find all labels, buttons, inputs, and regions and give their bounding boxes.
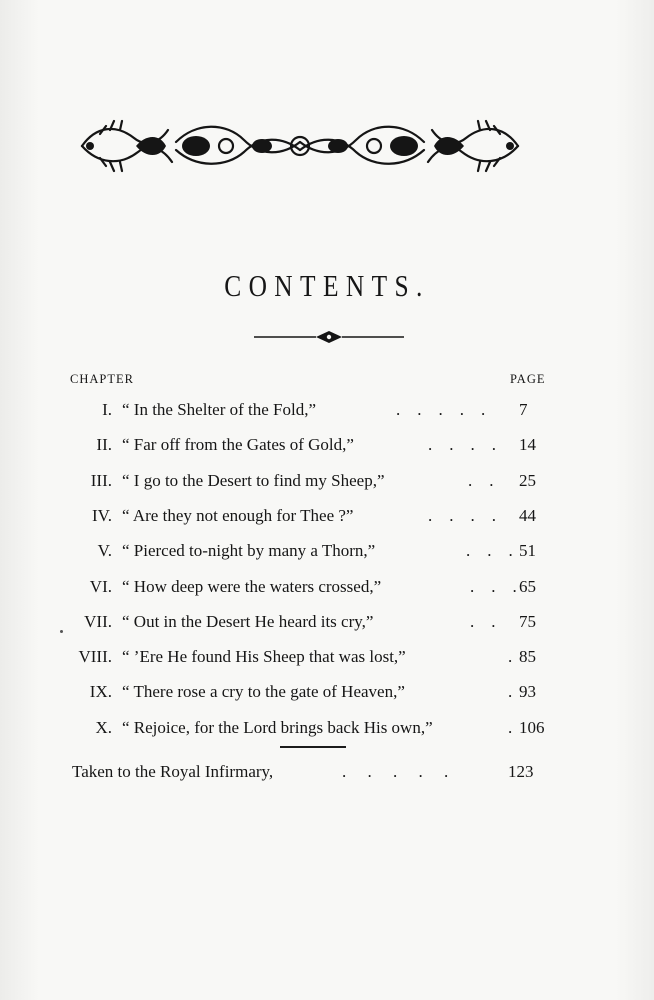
dot-leader: . (508, 682, 513, 702)
toc-entry (0, 506, 654, 540)
dot-leader: . . . . (428, 435, 496, 455)
chapter-number: II. (96, 435, 112, 455)
toc-entry (0, 541, 654, 575)
toc-entry (0, 682, 654, 716)
final-entry (0, 762, 654, 796)
toc-entry (0, 400, 654, 434)
final-entry-page: 123 (508, 762, 534, 781)
chapter-title: “ There rose a cry to the gate of Heaven,” (122, 682, 405, 702)
chapter-number: VII. (84, 611, 112, 631)
page-title: CONTENTS. (224, 268, 430, 303)
dot-leader: . . (470, 611, 496, 631)
chapter-title: “ Pierced to-night by many a Thorn,” (122, 541, 376, 561)
chapter-title: “ Rejoice, for the Lord brings back His own,” (122, 717, 433, 737)
title-divider-ornament (254, 330, 404, 344)
page-number: 85 (519, 647, 536, 667)
final-entry-leader: . . . . . (342, 762, 449, 781)
chapter-number: VIII. (78, 647, 112, 667)
page-number: 14 (519, 435, 536, 455)
page-number: 25 (519, 470, 536, 490)
dot-leader: . (508, 647, 513, 667)
dot-leader: . . . . (428, 505, 496, 525)
page-number: 106 (519, 717, 545, 737)
chapter-title: “ I go to the Desert to find my Sheep,” (122, 470, 385, 490)
chapter-number: I. (102, 400, 112, 419)
page-number: 93 (519, 682, 536, 702)
chapter-number: III. (90, 470, 112, 490)
chapter-title: “ Are they not enough for Thee ?” (122, 505, 354, 525)
decorative-headpiece-ornament (76, 112, 524, 178)
ink-speck (60, 630, 63, 633)
chapter-number: IX. (89, 682, 112, 702)
dot-leader: . . . (466, 541, 513, 561)
final-entry-title: Taken to the Royal Infirmary, (72, 762, 274, 781)
chapter-column-header: CHAPTER (70, 372, 134, 386)
page-number: 44 (519, 505, 536, 525)
chapter-title: “ ’Ere He found His Sheep that was lost,” (122, 647, 406, 667)
toc-entry (0, 435, 654, 469)
page-number: 51 (519, 541, 536, 561)
chapter-title: “ Out in the Desert He heard its cry,” (122, 611, 374, 631)
page-column-header: PAGE (510, 372, 546, 386)
section-divider (280, 746, 346, 748)
toc-entry (0, 647, 654, 681)
dot-leader: . . . . . (396, 400, 486, 419)
chapter-title: “ Far off from the Gates of Gold,” (122, 435, 354, 455)
page-number: 75 (519, 611, 536, 631)
dot-leader: . . . (470, 576, 517, 596)
chapter-title: “ How deep were the waters crossed,” (122, 576, 382, 596)
chapter-title: “ In the Shelter of the Fold,” (122, 400, 317, 419)
chapter-number: IV. (92, 505, 112, 525)
dot-leader: . (508, 717, 513, 737)
page-number: 7 (519, 400, 528, 419)
toc-entry (0, 612, 654, 646)
chapter-number: VI. (89, 576, 112, 596)
page-number: 65 (519, 576, 536, 596)
chapter-number: V. (97, 541, 112, 561)
chapter-number: X. (95, 717, 112, 737)
toc-entry (0, 471, 654, 505)
dot-leader: . . (468, 470, 494, 490)
toc-entry (0, 577, 654, 611)
